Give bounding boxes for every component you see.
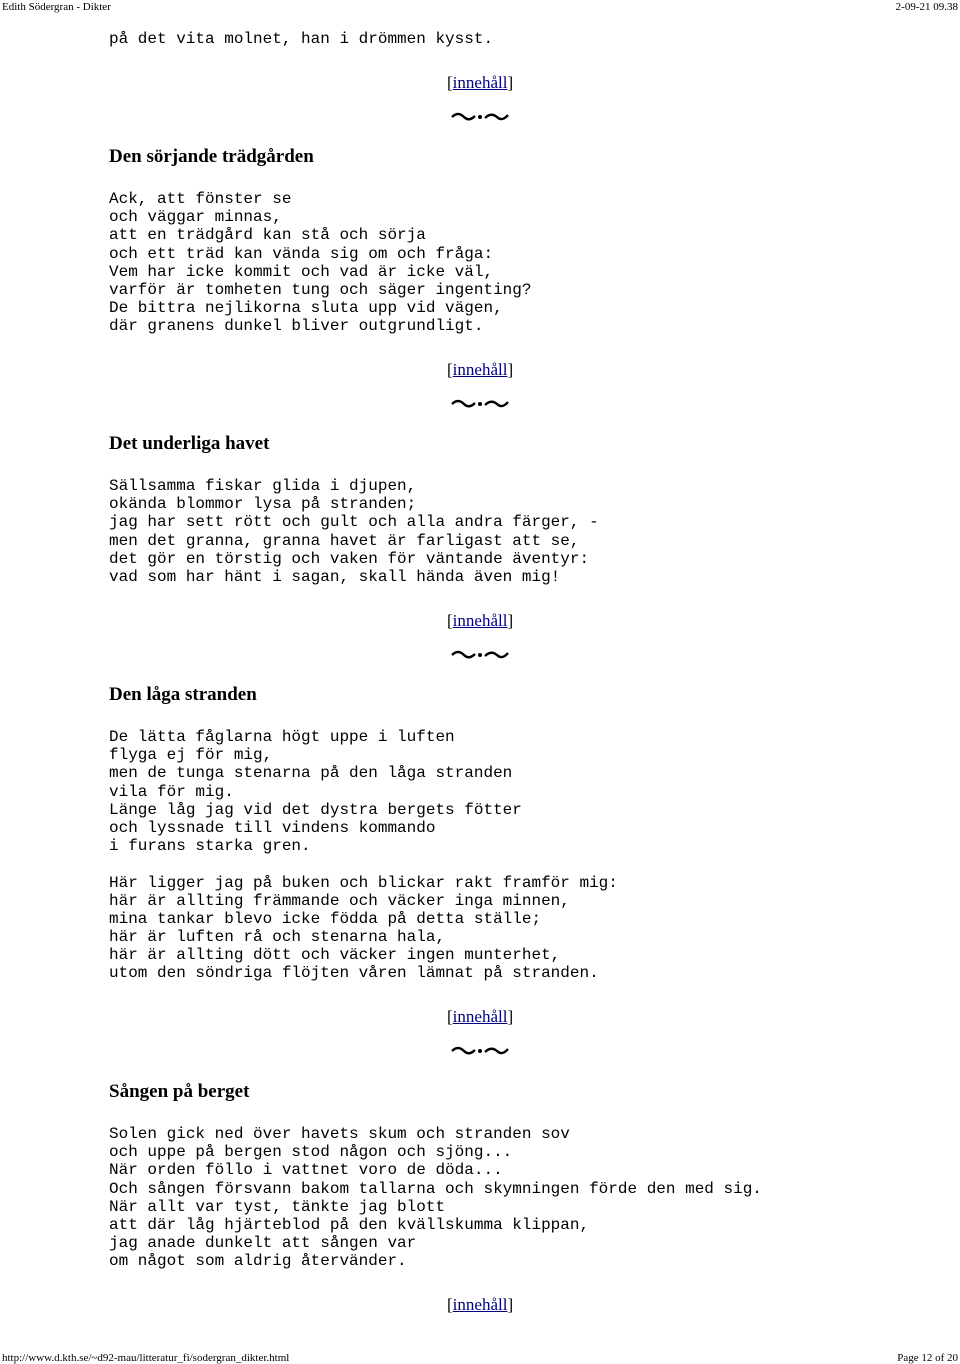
poem-line: att en trädgård kan stå och sörja <box>109 226 426 245</box>
poem-line: Vem har icke kommit och vad är icke väl, <box>109 262 494 281</box>
poem-title: Den sörjande trädgården <box>109 146 314 167</box>
poem-line: Länge låg jag vid det dystra bergets fötter <box>109 800 522 819</box>
poem-line: varför är tomheten tung och säger ingenting? <box>109 280 532 299</box>
poem-line: flyga ej för mig, <box>109 746 273 765</box>
poem-line: De lätta fåglarna högt uppe i luften <box>109 728 455 746</box>
poem-body <box>109 1125 762 1271</box>
contents-link[interactable]: innehåll <box>452 1295 508 1314</box>
poem-line: här är allting dött och väcker ingen munterhet, <box>109 946 561 965</box>
poem-line: men det granna, granna havet är farligast att se, <box>109 531 580 550</box>
print-footer-page: Page 12 of 20 <box>897 1352 958 1364</box>
contents-nav: [innehåll] <box>447 1295 514 1314</box>
poem-line: och väggar minnas, <box>109 208 282 227</box>
poem-line: om något som aldrig återvänder. <box>109 1252 407 1271</box>
poem-line: När orden föllo i vattnet voro de döda... <box>109 1161 503 1180</box>
poem-line: jag anade dunkelt att sången var <box>109 1234 417 1253</box>
poem-line: vila för mig. <box>109 782 234 801</box>
contents-link[interactable]: innehåll <box>452 611 508 630</box>
poem-body <box>109 477 599 586</box>
poem-line: och lyssnade till vindens kommando <box>109 818 436 837</box>
poem-title: Den låga stranden <box>109 684 257 705</box>
poem-line: jag har sett rött och gult och alla andra färger, - <box>109 513 599 532</box>
poem-line: men de tunga stenarna på den låga stranden <box>109 764 513 783</box>
poem-line: och uppe på bergen stod någon och sjöng... <box>109 1143 513 1162</box>
contents-nav: [innehåll] <box>447 611 514 630</box>
poem-line: där granens dunkel bliver outgrundligt. <box>109 317 484 336</box>
poem-line: okända blommor lysa på stranden; <box>109 495 417 514</box>
print-header-datetime: 2-09-21 09.38 <box>895 1 958 13</box>
poem-line: De bittra nejlikorna sluta upp vid vägen, <box>109 299 503 318</box>
poem-body <box>109 728 618 983</box>
contents-nav: [innehåll] <box>447 360 514 379</box>
poem-fragment <box>109 30 493 48</box>
poem-line: här är allting främmande och väcker inga minnen, <box>109 891 570 910</box>
poem-line: i furans starka gren. <box>109 837 311 856</box>
contents-link[interactable]: innehåll <box>452 1007 508 1026</box>
poem-line: vad som har hänt i sagan, skall hända även mig! <box>109 567 561 586</box>
poem-line: När allt var tyst, tänkte jag blott <box>109 1197 446 1216</box>
poem-title: Sången på berget <box>109 1081 250 1102</box>
poem-body <box>109 190 531 336</box>
poem-line: Här ligger jag på buken och blickar rakt framför mig: <box>109 873 618 892</box>
swash-ornament-icon <box>450 1044 510 1058</box>
poem-title: Det underliga havet <box>109 433 270 454</box>
stanza-break <box>109 855 618 873</box>
print-footer-url: http://www.d.kth.se/~d92-mau/litteratur_fi/sodergran_dikter.html <box>2 1352 290 1364</box>
poem-line: Och sången försvann bakom tallarna och skymningen förde den med sig. <box>109 1179 762 1198</box>
poem-line: Solen gick ned över havets skum och stranden sov <box>109 1125 570 1143</box>
contents-nav: [innehåll] <box>447 1007 514 1026</box>
swash-ornament-icon <box>450 397 510 411</box>
poem-line: Ack, att fönster se <box>109 190 292 208</box>
poem-line: Sällsamma fiskar glida i djupen, <box>109 477 417 495</box>
poem-line: att där låg hjärteblod på den kvällskumma klippan, <box>109 1215 590 1234</box>
contents-link[interactable]: innehåll <box>452 360 508 379</box>
poem-line: utom den söndriga flöjten våren lämnat på stranden. <box>109 964 599 983</box>
swash-ornament-icon <box>450 648 510 662</box>
swash-ornament-icon <box>450 110 510 124</box>
poem-line: och ett träd kan vända sig om och fråga: <box>109 244 494 263</box>
poem-line: mina tankar blevo icke födda på detta ställe; <box>109 909 542 928</box>
print-header-title: Edith Södergran - Dikter <box>2 1 111 13</box>
poem-line: på det vita molnet, han i drömmen kysst. <box>109 30 494 48</box>
poem-line: det gör en törstig och vaken för väntande äventyr: <box>109 549 590 568</box>
contents-link[interactable]: innehåll <box>452 73 508 92</box>
poem-line: här är luften rå och stenarna hala, <box>109 928 446 947</box>
contents-nav: [innehåll] <box>447 73 514 92</box>
